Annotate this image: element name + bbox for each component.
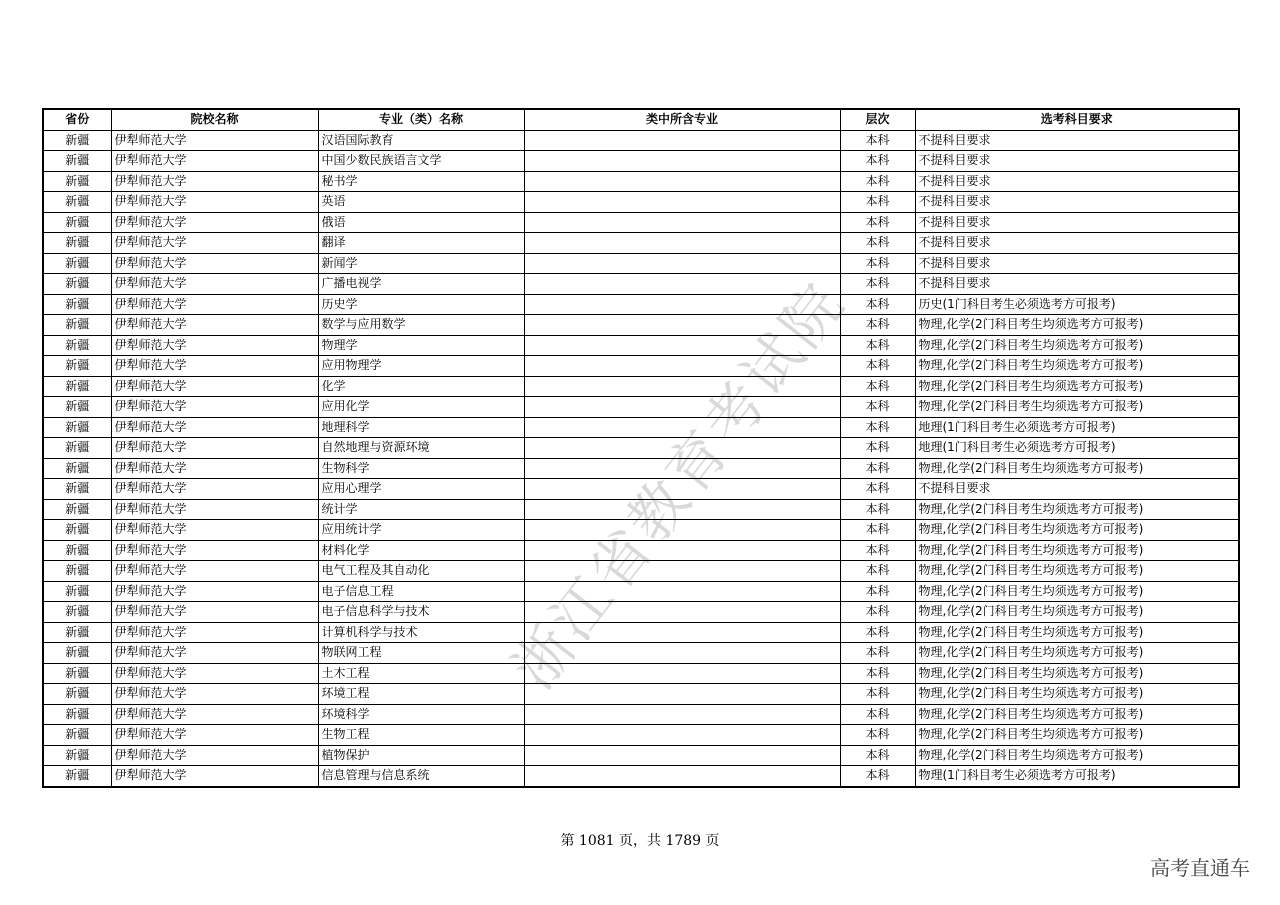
cell-included-majors xyxy=(524,684,840,705)
cell-major: 信息管理与信息系统 xyxy=(318,766,524,787)
table-row xyxy=(43,479,1239,500)
cell-level: 本科 xyxy=(840,643,915,664)
cell-school: 伊犁师范大学 xyxy=(111,274,318,295)
table-row xyxy=(43,397,1239,418)
cell-subject-requirement: 物理,化学(2门科目考生均须选考方可报考) xyxy=(915,520,1239,541)
table-row xyxy=(43,171,1239,192)
cell-level: 本科 xyxy=(840,499,915,520)
table-row xyxy=(43,356,1239,377)
cell-subject-requirement: 物理,化学(2门科目考生均须选考方可报考) xyxy=(915,335,1239,356)
table-row xyxy=(43,274,1239,295)
cell-major: 生物工程 xyxy=(318,725,524,746)
cell-province: 新疆 xyxy=(43,274,111,295)
page-number: 第 1081 页，共 1789 页 xyxy=(560,833,720,849)
cell-province: 新疆 xyxy=(43,499,111,520)
cell-level: 本科 xyxy=(840,171,915,192)
table-row xyxy=(43,622,1239,643)
cell-school: 伊犁师范大学 xyxy=(111,438,318,459)
cell-included-majors xyxy=(524,274,840,295)
cell-province: 新疆 xyxy=(43,212,111,233)
admission-table xyxy=(42,108,1240,788)
cell-subject-requirement: 不提科目要求 xyxy=(915,274,1239,295)
cell-major: 生物科学 xyxy=(318,458,524,479)
table-row xyxy=(43,458,1239,479)
cell-major: 俄语 xyxy=(318,212,524,233)
cell-level: 本科 xyxy=(840,253,915,274)
table-header-row xyxy=(43,109,1239,130)
cell-province: 新疆 xyxy=(43,171,111,192)
cell-level: 本科 xyxy=(840,274,915,295)
cell-school: 伊犁师范大学 xyxy=(111,540,318,561)
cell-province: 新疆 xyxy=(43,130,111,151)
cell-school: 伊犁师范大学 xyxy=(111,725,318,746)
cell-subject-requirement: 物理,化学(2门科目考生均须选考方可报考) xyxy=(915,684,1239,705)
cell-included-majors xyxy=(524,253,840,274)
cell-school: 伊犁师范大学 xyxy=(111,212,318,233)
cell-major: 植物保护 xyxy=(318,745,524,766)
cell-province: 新疆 xyxy=(43,745,111,766)
table-row xyxy=(43,212,1239,233)
cell-subject-requirement: 物理,化学(2门科目考生均须选考方可报考) xyxy=(915,499,1239,520)
cell-province: 新疆 xyxy=(43,643,111,664)
cell-school: 伊犁师范大学 xyxy=(111,520,318,541)
cell-level: 本科 xyxy=(840,376,915,397)
table-row xyxy=(43,417,1239,438)
cell-included-majors xyxy=(524,725,840,746)
cell-major: 应用心理学 xyxy=(318,479,524,500)
cell-major: 历史学 xyxy=(318,294,524,315)
cell-major: 土木工程 xyxy=(318,663,524,684)
cell-province: 新疆 xyxy=(43,581,111,602)
cell-included-majors xyxy=(524,622,840,643)
cell-school: 伊犁师范大学 xyxy=(111,130,318,151)
cell-subject-requirement: 不提科目要求 xyxy=(915,479,1239,500)
brand-logo-text: 高考直通车 xyxy=(1150,856,1250,880)
cell-included-majors xyxy=(524,376,840,397)
cell-major: 电子信息工程 xyxy=(318,581,524,602)
cell-subject-requirement: 物理,化学(2门科目考生均须选考方可报考) xyxy=(915,663,1239,684)
cell-school: 伊犁师范大学 xyxy=(111,233,318,254)
cell-level: 本科 xyxy=(840,684,915,705)
cell-subject-requirement: 不提科目要求 xyxy=(915,212,1239,233)
cell-province: 新疆 xyxy=(43,622,111,643)
cell-subject-requirement: 地理(1门科目考生必须选考方可报考) xyxy=(915,438,1239,459)
cell-major: 数学与应用数学 xyxy=(318,315,524,336)
cell-school: 伊犁师范大学 xyxy=(111,458,318,479)
admission-table-container xyxy=(42,108,1238,788)
cell-included-majors xyxy=(524,356,840,377)
table-row xyxy=(43,335,1239,356)
cell-province: 新疆 xyxy=(43,663,111,684)
cell-level: 本科 xyxy=(840,294,915,315)
cell-included-majors xyxy=(524,561,840,582)
table-row xyxy=(43,643,1239,664)
cell-province: 新疆 xyxy=(43,335,111,356)
cell-school: 伊犁师范大学 xyxy=(111,602,318,623)
cell-major: 秘书学 xyxy=(318,171,524,192)
cell-major: 材料化学 xyxy=(318,540,524,561)
cell-subject-requirement: 不提科目要求 xyxy=(915,192,1239,213)
cell-subject-requirement: 物理,化学(2门科目考生均须选考方可报考) xyxy=(915,540,1239,561)
cell-level: 本科 xyxy=(840,622,915,643)
cell-major: 物理学 xyxy=(318,335,524,356)
cell-province: 新疆 xyxy=(43,540,111,561)
cell-subject-requirement: 物理,化学(2门科目考生均须选考方可报考) xyxy=(915,376,1239,397)
cell-school: 伊犁师范大学 xyxy=(111,479,318,500)
cell-level: 本科 xyxy=(840,745,915,766)
cell-school: 伊犁师范大学 xyxy=(111,315,318,336)
table-row xyxy=(43,540,1239,561)
cell-included-majors xyxy=(524,438,840,459)
cell-level: 本科 xyxy=(840,581,915,602)
cell-level: 本科 xyxy=(840,663,915,684)
cell-major: 新闻学 xyxy=(318,253,524,274)
cell-subject-requirement: 物理,化学(2门科目考生均须选考方可报考) xyxy=(915,356,1239,377)
cell-level: 本科 xyxy=(840,479,915,500)
cell-school: 伊犁师范大学 xyxy=(111,417,318,438)
cell-included-majors xyxy=(524,212,840,233)
cell-included-majors xyxy=(524,643,840,664)
cell-school: 伊犁师范大学 xyxy=(111,335,318,356)
cell-school: 伊犁师范大学 xyxy=(111,663,318,684)
cell-school: 伊犁师范大学 xyxy=(111,581,318,602)
cell-province: 新疆 xyxy=(43,376,111,397)
cell-province: 新疆 xyxy=(43,602,111,623)
cell-school: 伊犁师范大学 xyxy=(111,171,318,192)
cell-province: 新疆 xyxy=(43,233,111,254)
cell-level: 本科 xyxy=(840,602,915,623)
header-major: 专业（类）名称 xyxy=(318,109,524,130)
cell-subject-requirement: 物理,化学(2门科目考生均须选考方可报考) xyxy=(915,643,1239,664)
cell-major: 统计学 xyxy=(318,499,524,520)
table-body xyxy=(43,130,1239,787)
cell-subject-requirement: 物理,化学(2门科目考生均须选考方可报考) xyxy=(915,458,1239,479)
cell-school: 伊犁师范大学 xyxy=(111,397,318,418)
cell-level: 本科 xyxy=(840,356,915,377)
cell-major: 自然地理与资源环境 xyxy=(318,438,524,459)
cell-province: 新疆 xyxy=(43,704,111,725)
cell-school: 伊犁师范大学 xyxy=(111,745,318,766)
cell-major: 应用统计学 xyxy=(318,520,524,541)
table-row xyxy=(43,438,1239,459)
cell-level: 本科 xyxy=(840,233,915,254)
table-row xyxy=(43,499,1239,520)
cell-subject-requirement: 物理,化学(2门科目考生均须选考方可报考) xyxy=(915,315,1239,336)
cell-school: 伊犁师范大学 xyxy=(111,356,318,377)
cell-major: 环境工程 xyxy=(318,684,524,705)
cell-province: 新疆 xyxy=(43,479,111,500)
table-row xyxy=(43,130,1239,151)
cell-level: 本科 xyxy=(840,725,915,746)
table-row xyxy=(43,315,1239,336)
table-row xyxy=(43,663,1239,684)
cell-province: 新疆 xyxy=(43,725,111,746)
table-row xyxy=(43,766,1239,787)
cell-level: 本科 xyxy=(840,335,915,356)
cell-school: 伊犁师范大学 xyxy=(111,684,318,705)
table-row xyxy=(43,253,1239,274)
table-row xyxy=(43,602,1239,623)
table-row xyxy=(43,520,1239,541)
header-province: 省份 xyxy=(43,109,111,130)
cell-included-majors xyxy=(524,151,840,172)
cell-major: 化学 xyxy=(318,376,524,397)
cell-province: 新疆 xyxy=(43,356,111,377)
cell-level: 本科 xyxy=(840,212,915,233)
cell-province: 新疆 xyxy=(43,397,111,418)
cell-subject-requirement: 物理,化学(2门科目考生均须选考方可报考) xyxy=(915,561,1239,582)
cell-included-majors xyxy=(524,397,840,418)
cell-subject-requirement: 不提科目要求 xyxy=(915,171,1239,192)
cell-major: 英语 xyxy=(318,192,524,213)
cell-included-majors xyxy=(524,417,840,438)
cell-included-majors xyxy=(524,766,840,787)
cell-subject-requirement: 不提科目要求 xyxy=(915,130,1239,151)
cell-subject-requirement: 物理,化学(2门科目考生均须选考方可报考) xyxy=(915,704,1239,725)
cell-major: 应用物理学 xyxy=(318,356,524,377)
cell-school: 伊犁师范大学 xyxy=(111,151,318,172)
cell-province: 新疆 xyxy=(43,151,111,172)
cell-included-majors xyxy=(524,294,840,315)
table-row xyxy=(43,561,1239,582)
cell-subject-requirement: 不提科目要求 xyxy=(915,253,1239,274)
cell-major: 汉语国际教育 xyxy=(318,130,524,151)
cell-subject-requirement: 不提科目要求 xyxy=(915,151,1239,172)
cell-included-majors xyxy=(524,130,840,151)
cell-included-majors xyxy=(524,540,840,561)
cell-school: 伊犁师范大学 xyxy=(111,376,318,397)
cell-subject-requirement: 物理,化学(2门科目考生均须选考方可报考) xyxy=(915,725,1239,746)
cell-included-majors xyxy=(524,520,840,541)
cell-province: 新疆 xyxy=(43,294,111,315)
cell-province: 新疆 xyxy=(43,458,111,479)
cell-subject-requirement: 不提科目要求 xyxy=(915,233,1239,254)
cell-subject-requirement: 物理(1门科目考生必须选考方可报考) xyxy=(915,766,1239,787)
cell-subject-requirement: 物理,化学(2门科目考生均须选考方可报考) xyxy=(915,745,1239,766)
cell-province: 新疆 xyxy=(43,520,111,541)
cell-level: 本科 xyxy=(840,417,915,438)
cell-school: 伊犁师范大学 xyxy=(111,766,318,787)
cell-major: 翻译 xyxy=(318,233,524,254)
cell-included-majors xyxy=(524,499,840,520)
cell-level: 本科 xyxy=(840,704,915,725)
watermark: 浙江省教育考试院 xyxy=(499,268,859,702)
cell-school: 伊犁师范大学 xyxy=(111,192,318,213)
cell-level: 本科 xyxy=(840,315,915,336)
table-row xyxy=(43,581,1239,602)
cell-subject-requirement: 物理,化学(2门科目考生均须选考方可报考) xyxy=(915,581,1239,602)
table-row xyxy=(43,192,1239,213)
cell-major: 地理科学 xyxy=(318,417,524,438)
cell-level: 本科 xyxy=(840,438,915,459)
table-row xyxy=(43,704,1239,725)
cell-major: 电气工程及其自动化 xyxy=(318,561,524,582)
cell-province: 新疆 xyxy=(43,766,111,787)
cell-subject-requirement: 历史(1门科目考生必须选考方可报考) xyxy=(915,294,1239,315)
cell-province: 新疆 xyxy=(43,417,111,438)
table-row xyxy=(43,233,1239,254)
header-subject-requirement: 选考科目要求 xyxy=(915,109,1239,130)
cell-included-majors xyxy=(524,233,840,254)
cell-level: 本科 xyxy=(840,458,915,479)
cell-major: 环境科学 xyxy=(318,704,524,725)
cell-level: 本科 xyxy=(840,151,915,172)
cell-school: 伊犁师范大学 xyxy=(111,622,318,643)
cell-province: 新疆 xyxy=(43,438,111,459)
cell-included-majors xyxy=(524,581,840,602)
cell-included-majors xyxy=(524,602,840,623)
cell-level: 本科 xyxy=(840,540,915,561)
cell-school: 伊犁师范大学 xyxy=(111,499,318,520)
cell-level: 本科 xyxy=(840,561,915,582)
cell-major: 中国少数民族语言文学 xyxy=(318,151,524,172)
cell-major: 电子信息科学与技术 xyxy=(318,602,524,623)
table-row xyxy=(43,294,1239,315)
cell-level: 本科 xyxy=(840,520,915,541)
cell-level: 本科 xyxy=(840,130,915,151)
cell-included-majors xyxy=(524,171,840,192)
table-row xyxy=(43,151,1239,172)
cell-level: 本科 xyxy=(840,397,915,418)
cell-school: 伊犁师范大学 xyxy=(111,294,318,315)
cell-major: 应用化学 xyxy=(318,397,524,418)
table-row xyxy=(43,725,1239,746)
cell-school: 伊犁师范大学 xyxy=(111,561,318,582)
cell-school: 伊犁师范大学 xyxy=(111,253,318,274)
table-row xyxy=(43,684,1239,705)
cell-province: 新疆 xyxy=(43,684,111,705)
cell-subject-requirement: 物理,化学(2门科目考生均须选考方可报考) xyxy=(915,622,1239,643)
cell-included-majors xyxy=(524,458,840,479)
cell-province: 新疆 xyxy=(43,253,111,274)
table-row xyxy=(43,376,1239,397)
header-level: 层次 xyxy=(840,109,915,130)
cell-level: 本科 xyxy=(840,192,915,213)
cell-major: 广播电视学 xyxy=(318,274,524,295)
header-included-majors: 类中所含专业 xyxy=(524,109,840,130)
cell-included-majors xyxy=(524,479,840,500)
cell-subject-requirement: 物理,化学(2门科目考生均须选考方可报考) xyxy=(915,397,1239,418)
cell-included-majors xyxy=(524,745,840,766)
cell-province: 新疆 xyxy=(43,561,111,582)
cell-major: 计算机科学与技术 xyxy=(318,622,524,643)
cell-subject-requirement: 物理,化学(2门科目考生均须选考方可报考) xyxy=(915,602,1239,623)
cell-included-majors xyxy=(524,335,840,356)
cell-subject-requirement: 地理(1门科目考生必须选考方可报考) xyxy=(915,417,1239,438)
cell-province: 新疆 xyxy=(43,192,111,213)
cell-school: 伊犁师范大学 xyxy=(111,704,318,725)
cell-included-majors xyxy=(524,704,840,725)
cell-major: 物联网工程 xyxy=(318,643,524,664)
cell-included-majors xyxy=(524,192,840,213)
cell-included-majors xyxy=(524,663,840,684)
cell-included-majors xyxy=(524,315,840,336)
cell-province: 新疆 xyxy=(43,315,111,336)
cell-level: 本科 xyxy=(840,766,915,787)
cell-school: 伊犁师范大学 xyxy=(111,643,318,664)
header-school: 院校名称 xyxy=(111,109,318,130)
table-row xyxy=(43,745,1239,766)
